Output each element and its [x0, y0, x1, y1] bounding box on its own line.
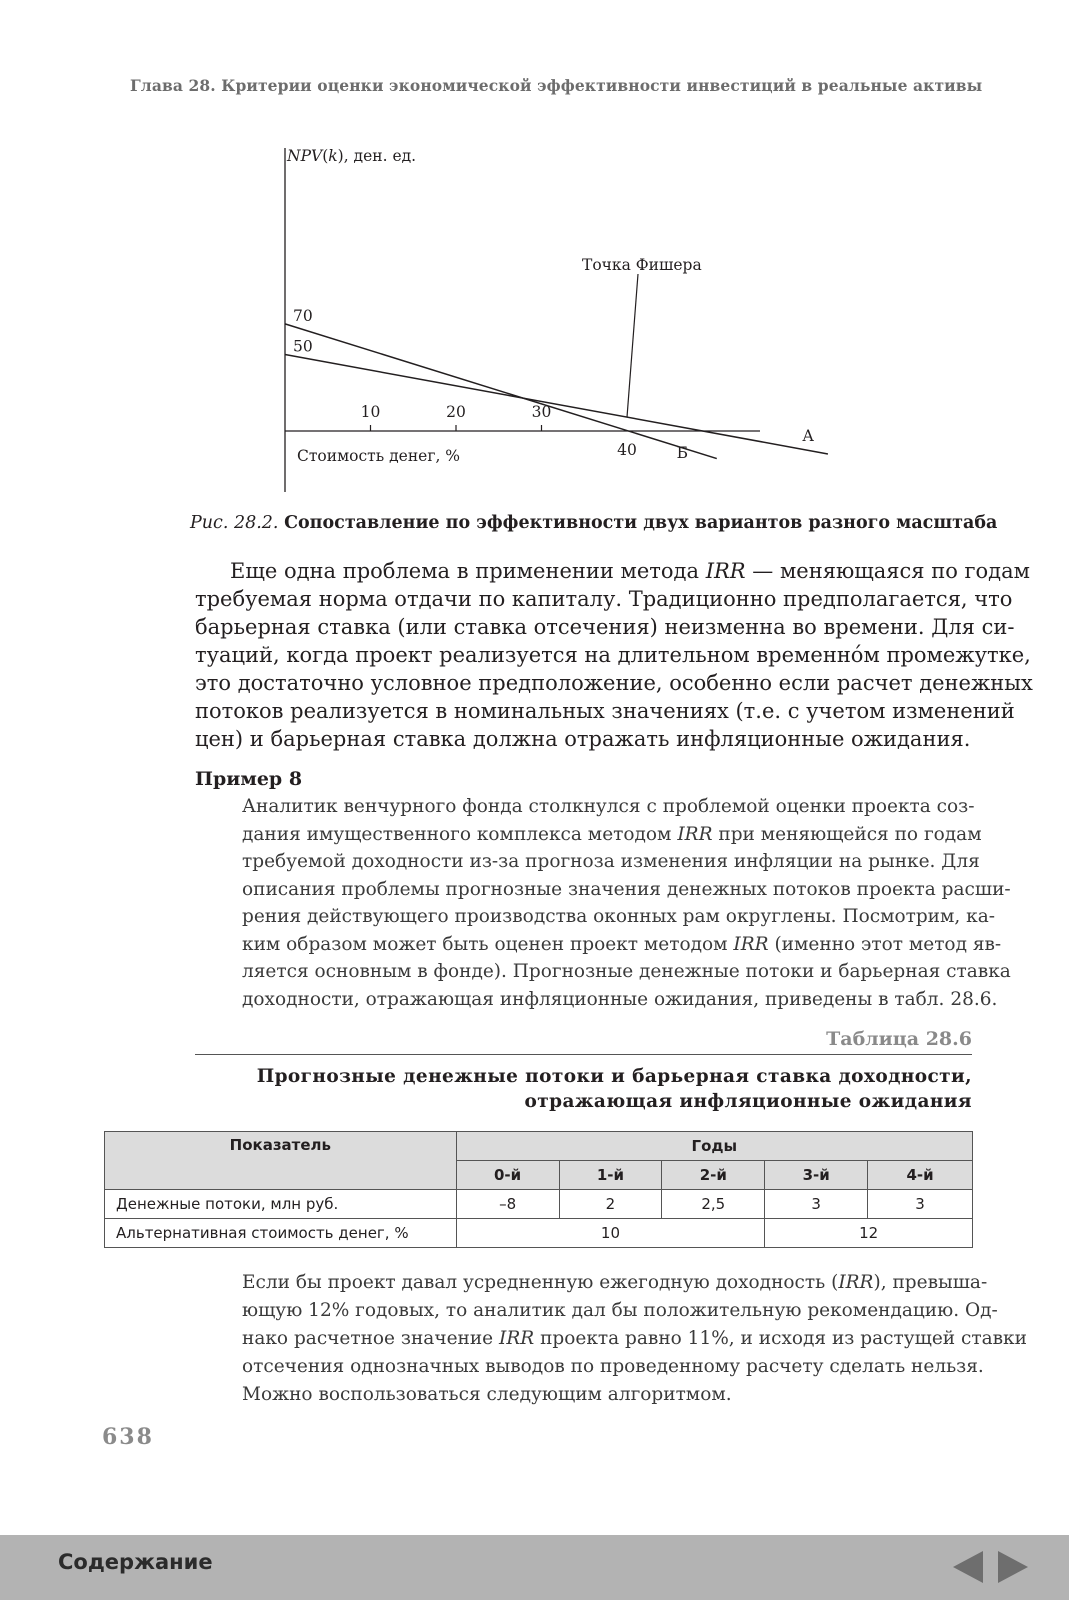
table-title-line: Прогнозные денежные потоки и барьерная ставка доходности,: [256, 1066, 972, 1087]
main-paragraph: [195, 557, 1033, 753]
conclusion-line: Если бы проект давал усредненную ежегодную доходность (IRR), превыша-: [242, 1272, 988, 1293]
conclusion-text: [242, 1269, 1027, 1409]
example-line: Аналитик венчурного фонда столкнулся с проблемой оценки проекта соз-: [242, 796, 975, 817]
paragraph-line: это достаточно условное предположение, особенно если расчет денежных: [195, 671, 1033, 695]
header-year: 2-й: [662, 1161, 765, 1190]
example-line: доходности, отражающая инфляционные ожидания, приведены в табл. 28.6.: [242, 988, 998, 1010]
conclusion-line: отсечения однозначных выводов по проведенному расчету сделать нельзя.: [242, 1356, 984, 1377]
fisher-point-label: Точка Фишера: [582, 256, 702, 274]
series-label: А: [802, 427, 815, 445]
y-tick-label: 70: [293, 306, 313, 325]
table-cell: –8: [456, 1190, 559, 1219]
x-tick-label: 30: [531, 403, 552, 421]
y-axis-label: NPV(k), ден. ед.: [287, 147, 417, 165]
table-rule: [195, 1054, 972, 1055]
figure-caption: [190, 513, 998, 533]
next-page-arrow-icon[interactable]: [998, 1551, 1028, 1583]
y-tick-label: 50: [293, 337, 313, 356]
row-label: Альтернативная стоимость денег, %: [105, 1219, 457, 1248]
figure-caption-label: Рис. 28.2.: [190, 513, 279, 533]
example-line: рения действующего производства оконных рам округлены. Посмотрим, ка-: [242, 906, 996, 927]
header-year: 3-й: [765, 1161, 868, 1190]
x-axis-label: Стоимость денег, %: [297, 447, 461, 465]
table-cell: 3: [765, 1190, 868, 1219]
x-tick-label: 20: [446, 403, 466, 421]
table-title-line: отражающая инфляционные ожидания: [524, 1091, 972, 1112]
prev-page-arrow-icon[interactable]: [953, 1551, 983, 1583]
series-line: [285, 324, 717, 459]
contents-link[interactable]: Содержание: [58, 1550, 213, 1574]
table-row: [105, 1219, 973, 1248]
paragraph-line: туаций, когда проект реализуется на длительном временно́м промежутке,: [195, 643, 1031, 667]
table-row: [105, 1190, 973, 1219]
paragraph-line: Еще одна проблема в применении метода IRR — меняющаяся по годам: [230, 559, 1030, 583]
x-tick-label: 10: [360, 403, 381, 421]
example-line: ким образом может быть оценен проект методом IRR (именно этот метод яв-: [242, 933, 1002, 955]
table-cell: 10: [456, 1219, 765, 1248]
page-number: 638: [102, 1424, 154, 1450]
row-label: Денежные потоки, млн руб.: [105, 1190, 457, 1219]
paragraph-line: потоков реализуется в номинальных значениях (т.е. с учетом изменений: [195, 699, 1015, 723]
conclusion-line: ющую 12% годовых, то аналитик дал бы положительную рекомендацию. Од-: [242, 1300, 998, 1321]
header-indicator: Показатель: [105, 1132, 457, 1190]
paragraph-line: цен) и барьерная ставка должна отражать инфляционные ожидания.: [195, 727, 971, 751]
conclusion-line: Можно воспользоваться следующим алгоритмом.: [242, 1384, 732, 1405]
table-header-row: [105, 1132, 973, 1161]
example-title: Пример 8: [195, 768, 303, 790]
table-cell: 2,5: [662, 1190, 765, 1219]
running-head: Глава 28. Критерии оценки экономической эффективности инвестиций в реальные активы: [130, 76, 983, 95]
cashflow-table: [104, 1131, 973, 1248]
series-label: Б: [676, 444, 688, 462]
header-years: Годы: [456, 1132, 972, 1161]
paragraph-line: барьерная ставка (или ставка отсечения) неизменна во времени. Для си-: [195, 615, 1015, 639]
x-tick-label: 40: [617, 441, 637, 459]
example-line: ляется основным в фонде). Прогнозные денежные потоки и барьерная ставка: [242, 961, 1011, 982]
example-text: [242, 793, 1011, 1013]
example-line: описания проблемы прогнозные значения денежных потоков проекта расши-: [242, 878, 1011, 900]
npv-chart: [190, 140, 890, 510]
table-title: [195, 1064, 972, 1114]
header-year: 4-й: [868, 1161, 973, 1190]
table-cell: 3: [868, 1190, 973, 1219]
example-line: требуемой доходности из-за прогноза изменения инфляции на рынке. Для: [242, 851, 980, 872]
paragraph-line: требуемая норма отдачи по капиталу. Традиционно предполагается, что: [195, 587, 1013, 611]
figure-caption-title: Сопоставление по эффективности двух вариантов разного масштаба: [284, 513, 998, 533]
table-cell: 2: [559, 1190, 662, 1219]
header-year: 1-й: [559, 1161, 662, 1190]
example-line: дания имущественного комплекса методом IRR при меняющейся по годам: [242, 823, 982, 845]
table-number: Таблица 28.6: [826, 1028, 972, 1050]
table-cell: 12: [765, 1219, 973, 1248]
header-year: 0-й: [456, 1161, 559, 1190]
conclusion-line: нако расчетное значение IRR проекта равно 11%, и исходя из растущей ставки: [242, 1328, 1027, 1349]
fisher-point-leader: [627, 274, 638, 417]
